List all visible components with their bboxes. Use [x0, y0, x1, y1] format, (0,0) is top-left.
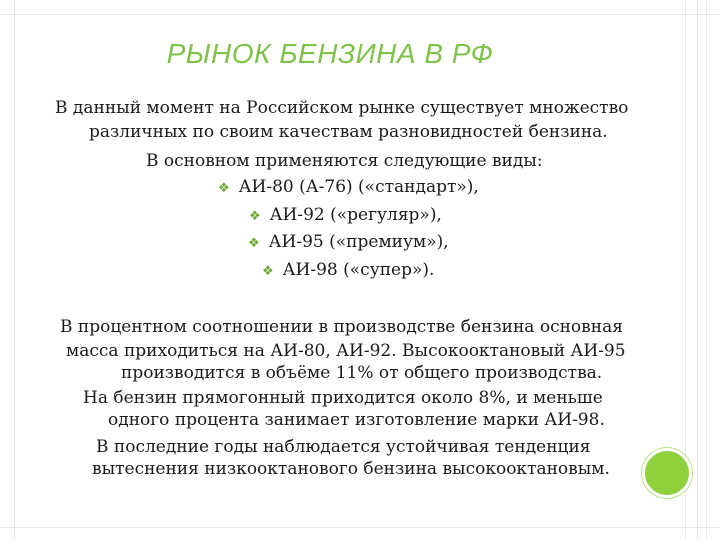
- frame-line-bottom: [0, 527, 720, 528]
- body-line-6: В последние годы наблюдается устойчивая тенденция: [96, 437, 591, 457]
- body-line-2: масса приходиться на АИ-80, АИ-92. Высокооктановый АИ-95: [66, 341, 626, 361]
- list-item-text: АИ-80 (А-76) («стандарт»),: [238, 177, 479, 197]
- body-line-1: В процентном соотношении в производстве бензина основная: [60, 317, 623, 337]
- list-item-text: АИ-95 («премиум»),: [268, 232, 449, 252]
- list-item-text: АИ-92 («регуляр»),: [269, 205, 442, 225]
- intro-line-3: В основном применяются следующие виды:: [146, 151, 543, 171]
- diamond-bullet-icon: ❖: [248, 236, 260, 251]
- diamond-bullet-icon: ❖: [249, 209, 261, 224]
- diamond-bullet-icon: ❖: [218, 181, 230, 196]
- body-line-4: На бензин прямогонный приходится около 8%, и меньше: [83, 388, 603, 408]
- slide-title: РЫНОК БЕНЗИНА В РФ: [166, 38, 494, 69]
- body-line-7: вытеснения низкооктанового бензина высокооктановым.: [92, 459, 610, 479]
- list-item: [218, 176, 479, 200]
- decorative-green-circle: [642, 448, 692, 498]
- frame-line-right-inner: [697, 0, 698, 540]
- frame-line-left: [14, 0, 15, 540]
- intro-line-1: В данный момент на Российском рынке существует множество: [55, 98, 629, 118]
- list-item: [248, 231, 449, 255]
- body-line-5: одного процента занимает изготовление марки АИ-98.: [108, 410, 605, 430]
- list-item: [262, 259, 434, 283]
- frame-line-top: [0, 14, 720, 15]
- list-item: [249, 204, 442, 228]
- frame-line-right-outer: [706, 0, 707, 540]
- intro-line-2: различных по своим качествам разновидностей бензина.: [89, 122, 608, 142]
- diamond-bullet-icon: ❖: [262, 264, 274, 279]
- list-item-text: АИ-98 («супер»).: [282, 260, 435, 280]
- body-line-3: производится в объёме 11% от общего производства.: [121, 363, 603, 383]
